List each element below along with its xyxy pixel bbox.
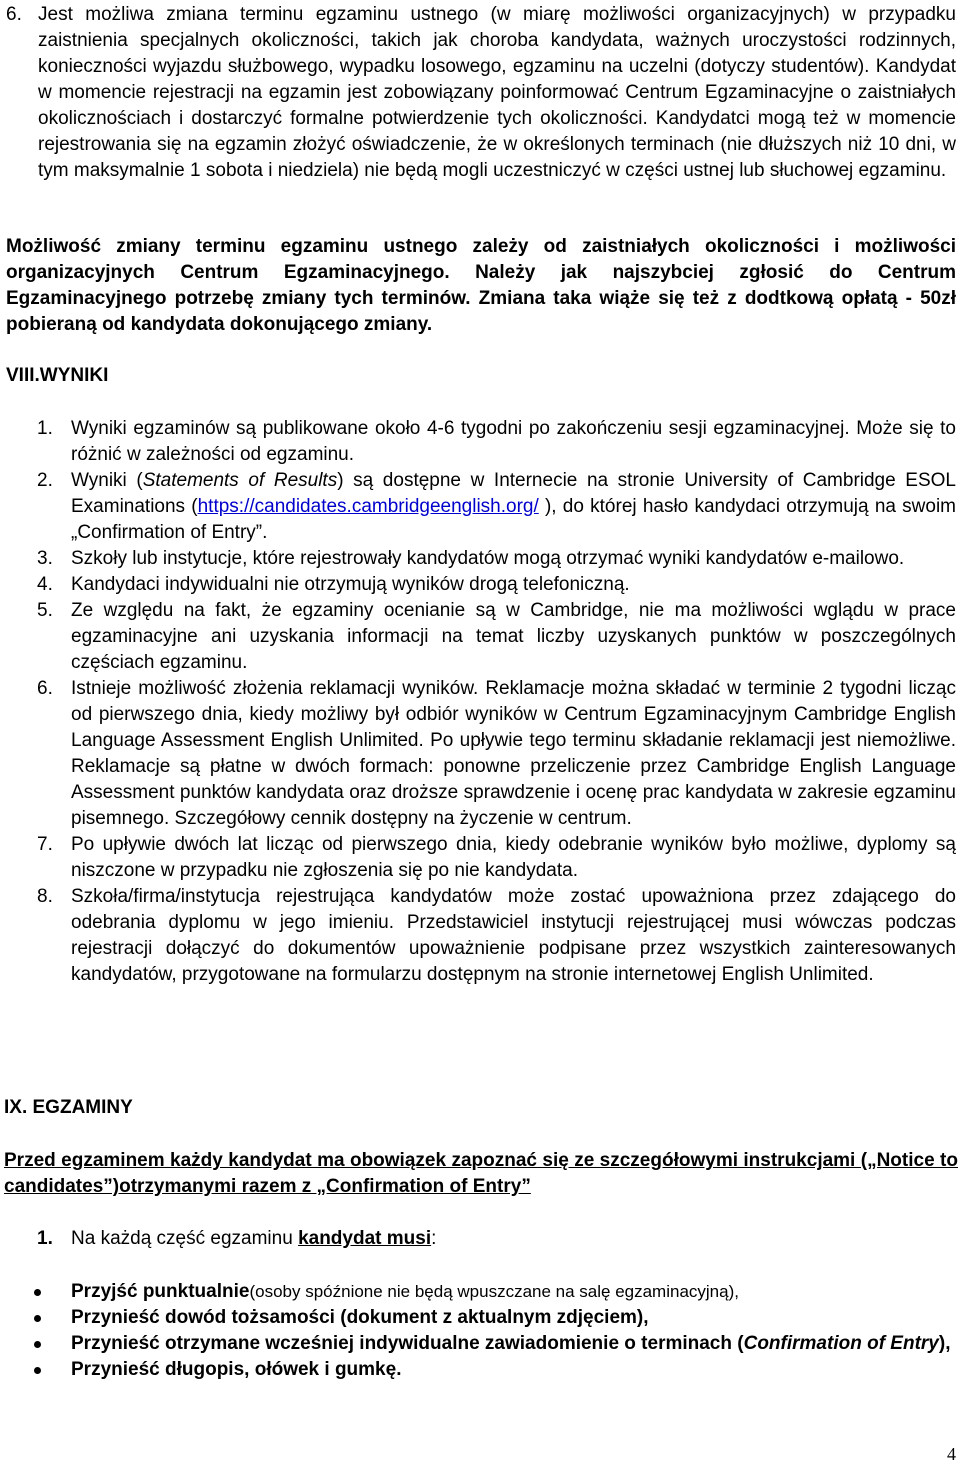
- list-item-text: Przynieść otrzymane wcześniej indywidualne zawiadomienie o terminach (: [71, 1333, 744, 1354]
- bullet-icon: [34, 1367, 41, 1374]
- list-item: [0, 676, 956, 832]
- intro-colon: :: [431, 1228, 437, 1249]
- list-item-text: Istnieje możliwość złożenia reklamacji wyników. Reklamacje można składać w terminie 2 tygodni licząc od pierwszego dnia, kiedy możliwy był odbiór wyników w Centrum Egzaminacyjnym Cambridge English Language Assessment English Unlimited. Po upływie tego terminu składanie reklamacji jest niemożliwe. Reklamacje są płatne w dwóch formach: ponowne przeliczenie przez Cambridge English Language Assessment punktów kandydata oraz droższe sprawdzenie i ocenę prac kandydata w zakresie egzaminu pisemnego. Szczegółowy cennik dostępny na życzenie w centrum.: [71, 678, 956, 829]
- list-item-text: ),: [938, 1333, 951, 1354]
- list-item-number: 2.: [37, 470, 53, 491]
- list-item-text: Przyjść punktualnie: [71, 1281, 250, 1302]
- section-6-number: 6.: [6, 4, 22, 25]
- list-item: [0, 546, 956, 572]
- list-item: [0, 1305, 956, 1331]
- list-item: [0, 572, 956, 598]
- list-item: [0, 884, 956, 988]
- intro-text: Na każdą część egzaminu: [71, 1228, 299, 1249]
- list-item: [0, 1331, 956, 1357]
- oral-exam-change-note: Możliwość zmiany terminu egzaminu ustnego zależy od zaistniałych okoliczności i możliwości organizacyjnych Centrum Egzaminacyjnego. Należy jak najszybciej zgłosić do Centrum Egzaminacyjnego potrzebę zmiany tych terminów. Zmiana taka wiąże się też z dodtkową opłatą - 50zł pobieraną od kandydata dokonującego zmiany.: [6, 236, 956, 335]
- list-item-number: 4.: [37, 574, 53, 595]
- exams-heading: IX. EGZAMINY: [4, 1097, 133, 1118]
- list-item-text: Szkoły lub instytucje, które rejestrowały kandydatów mogą otrzymać wyniki kandydatów e-mailowo.: [71, 548, 905, 569]
- bullet-icon: [34, 1315, 41, 1322]
- point-number: 1.: [37, 1228, 53, 1249]
- bullet-icon: [34, 1289, 41, 1296]
- list-item-text: Kandydaci indywidualni nie otrzymują wyników drogą telefoniczną.: [71, 574, 630, 595]
- list-item-number: 1.: [37, 418, 53, 439]
- list-item-number: 5.: [37, 600, 53, 621]
- intro-emphasis: kandydat musi: [298, 1228, 432, 1249]
- list-item: [0, 1279, 956, 1305]
- list-item-text: ) są dostępne w Internecie na stronie University of Cambridge ESOL Examinations (: [71, 470, 956, 517]
- list-item: [0, 1357, 956, 1383]
- list-item-number: 7.: [37, 834, 53, 855]
- requirements-list: [0, 1279, 956, 1383]
- list-item-text: Ze względu na fakt, że egzaminy ocenianie są w Cambridge, nie ma możliwości wglądu w prace egzaminacyjne ani uzyskania informacji na temat liczby uzyskanych punktów w poszczególnych częściach egzaminu.: [71, 600, 956, 673]
- list-item: [0, 832, 956, 884]
- confirmation-of-entry-term: Confirmation of Entry: [743, 1333, 939, 1354]
- list-item-text: ), do której hasło kandydaci otrzymują na swoim „Confirmation of Entry”.: [71, 496, 956, 543]
- before-exam-notice: Przed egzaminem każdy kandydat ma obowiązek zapoznać się ze szczegółowymi instrukcjami („Notice to candidates”)otrzymanymi razem z „Confirmation of Entry”: [4, 1150, 958, 1197]
- list-item: [0, 416, 956, 468]
- list-item: [0, 468, 956, 546]
- bullet-icon: [34, 1341, 41, 1348]
- page-number: 4: [947, 1444, 956, 1464]
- list-item-text: Szkoła/firma/instytucja rejestrująca kandydatów może zostać upoważniona przez zdającego do odebrania dyplomu w jego imieniu. Przedstawiciel instytucji rejestrującej musi wówczas podczas rejestracji dołączyć do dokumentów upoważnienie podpisane przez wszystkich zainteresowanych kandydatów, przygotowane na formularzu dostępnym na stronie internetowej English Unlimited.: [71, 886, 956, 985]
- exam-requirements-intro: [37, 1226, 436, 1252]
- list-item-number: 3.: [37, 548, 53, 569]
- section-6-text-a: Jest możliwa zmiana terminu egzaminu ustnego (w miarę możliwości organizacyjnych) w przypadku zaistnienia specjalnych okoliczności, takich jak choroba kandydata, ważnych uroczystości rodzinnych, konieczności wyjazdu służbowego, wypadku losowego, egzaminu na uczelni (dotyczy studentów).: [38, 4, 956, 77]
- list-item-number: 8.: [37, 886, 53, 907]
- candidates-website-link[interactable]: https://candidates.cambridgeenglish.org/: [197, 496, 539, 517]
- list-item: [0, 598, 956, 676]
- section-6-text-b: Kandydat w momencie rejestracji na egzamin jest zobowiązany poinformować Centrum Egzaminacyjne o zaistniałych okolicznościach i dostarczyć formalne potwierdzenie tych okoliczności. Kandydatci mogą też w momencie rejestrowania się na egzamin złożyć oświadczenie, że w określonych terminach (nie dłuższych niż 10 dni, w tym maksymalnie 1 sobota i niedziela) nie będą mogli uczestniczyć w części ustnej lub słuchowej egzaminu.: [38, 56, 956, 181]
- statements-of-results-term: Statements of Results: [142, 470, 338, 491]
- list-item-note: (osoby spóźnione nie będą wpuszczane na salę egzaminacyjną),: [249, 1282, 739, 1301]
- section-6-text: [38, 2, 956, 184]
- list-item-text: Przynieść długopis, ołówek i gumkę.: [71, 1359, 402, 1380]
- results-list: [0, 416, 956, 988]
- list-item-number: 6.: [37, 678, 53, 699]
- list-item-text: Wyniki egzaminów są publikowane około 4-6 tygodni po zakończeniu sesji egzaminacyjnej. Może się to różnić w zależności od egzaminu.: [71, 418, 956, 465]
- list-item-text: Po upływie dwóch lat licząc od pierwszego dnia, kiedy odebranie wyników było możliwe, dyplomy są niszczone w przypadku nie zgłoszenia się po nie kandydata.: [71, 834, 956, 881]
- section-6: [6, 2, 956, 184]
- results-heading: VIII.WYNIKI: [6, 365, 109, 386]
- list-item-text: Przynieść dowód tożsamości (dokument z aktualnym zdjęciem),: [71, 1307, 649, 1328]
- list-item-text: Wyniki (: [71, 470, 143, 491]
